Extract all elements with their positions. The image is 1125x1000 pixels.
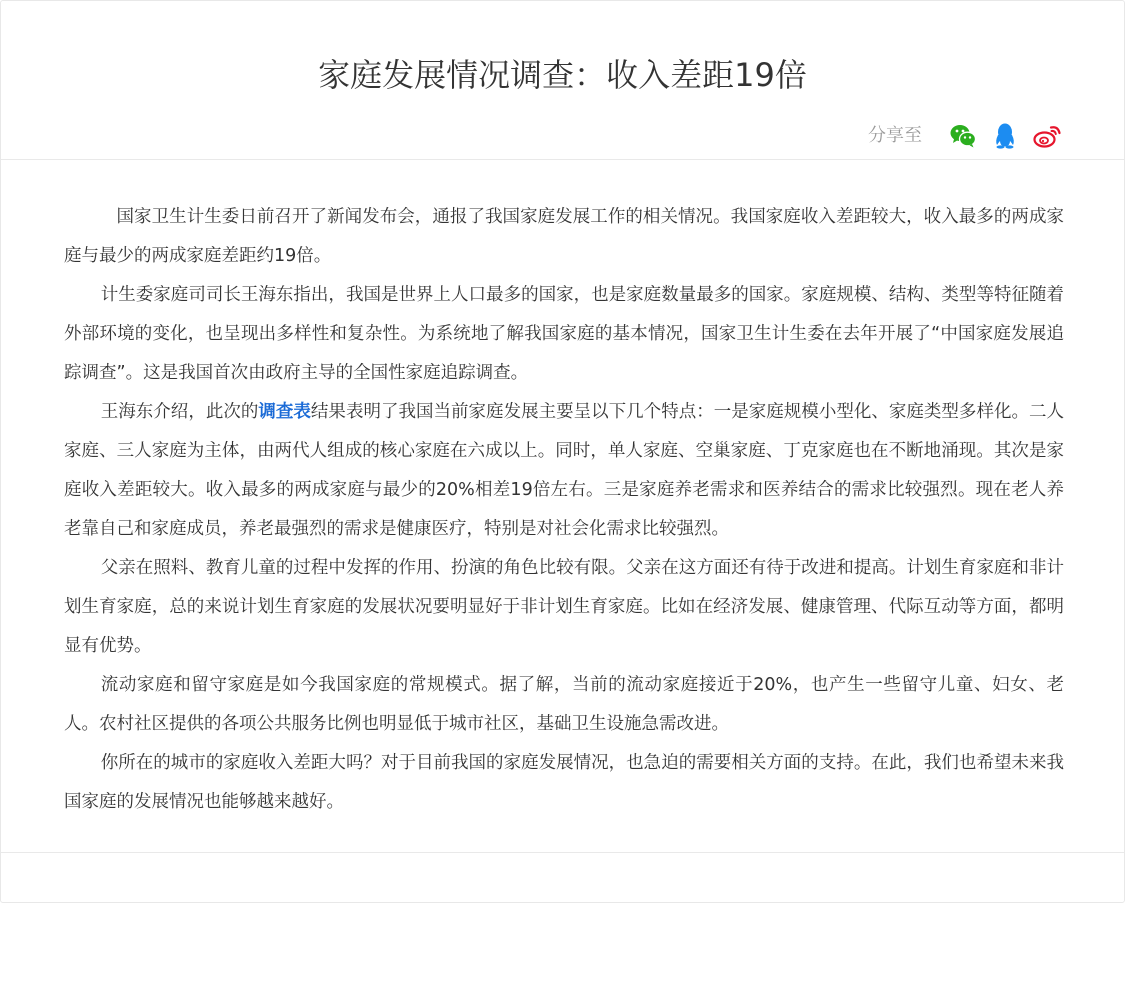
paragraph-3-rest: 结果表明了我国当前家庭发展主要呈以下几个特点：一是家庭规模小型化、家庭类型多样化。二人家庭、三人家庭为主体，由两代人组成的核心家庭在六成以上。同时，单人家庭、空巢家庭、丁克家庭也在不断地涌现。其次是家庭收入差距较大。收入最多的两成家庭与最少的20%相差19倍左右。三是家庭养老需求和医养结合的需求比较强烈。现在老人养老靠自己和家庭成员，养老最强烈的需求是健康医疗，特别是对社会化需求比较强烈。 — [64, 402, 1065, 539]
share-label: 分享至 — [868, 125, 922, 146]
article-title: 家庭发展情况调查：收入差距19倍 — [318, 56, 807, 94]
weibo-icon[interactable] — [1032, 121, 1062, 151]
survey-link[interactable]: 调查表 — [258, 402, 311, 422]
paragraph-6: 你所在的城市的家庭收入差距大吗？对于目前我国的家庭发展情况，也急迫的需要相关方面的支持。在此，我们也希望未来我国家庭的发展情况也能够越来越好。 — [64, 753, 1064, 812]
paragraph-4: 父亲在照料、教育儿童的过程中发挥的作用、扮演的角色比较有限。父亲在这方面还有待于改进和提高。计划生育家庭和非计划生育家庭，总的来说计划生育家庭的发展状况要明显好于非计划生育家庭。比如在经济发展、健康管理、代际互动等方面，都明显有优势。 — [64, 558, 1064, 656]
paragraph-3 — [64, 393, 1064, 549]
paragraph-2: 计生委家庭司司长王海东指出，我国是世界上人口最多的国家，也是家庭数量最多的国家。家庭规模、结构、类型等特征随着外部环境的变化，也呈现出多样性和复杂性。为系统地了解我国家庭的基本情况，国家卫生计生委在去年开展了“中国家庭发展追踪调查”。这是我国首次由政府主导的全国性家庭追踪调查。 — [64, 285, 1064, 383]
wechat-icon[interactable] — [948, 121, 978, 151]
paragraph-3-intro: 王海东介绍，此次的 — [100, 402, 259, 422]
article-header — [1, 1, 1124, 160]
share-bar — [868, 121, 1062, 151]
paragraph-1: 国家卫生计生委日前召开了新闻发布会，通报了我国家庭发展工作的相关情况。我国家庭收入差距较大，收入最多的两成家庭与最少的两成家庭差距约19倍。 — [64, 207, 1064, 266]
article-footer — [1, 852, 1124, 903]
article-body — [64, 198, 1064, 822]
qq-icon[interactable] — [990, 121, 1020, 151]
paragraph-5: 流动家庭和留守家庭是如今我国家庭的常规模式。据了解，当前的流动家庭接近于20%，也产生一些留守儿童、妇女、老人。农村社区提供的各项公共服务比例也明显低于城市社区，基础卫生设施急需改进。 — [64, 675, 1064, 734]
